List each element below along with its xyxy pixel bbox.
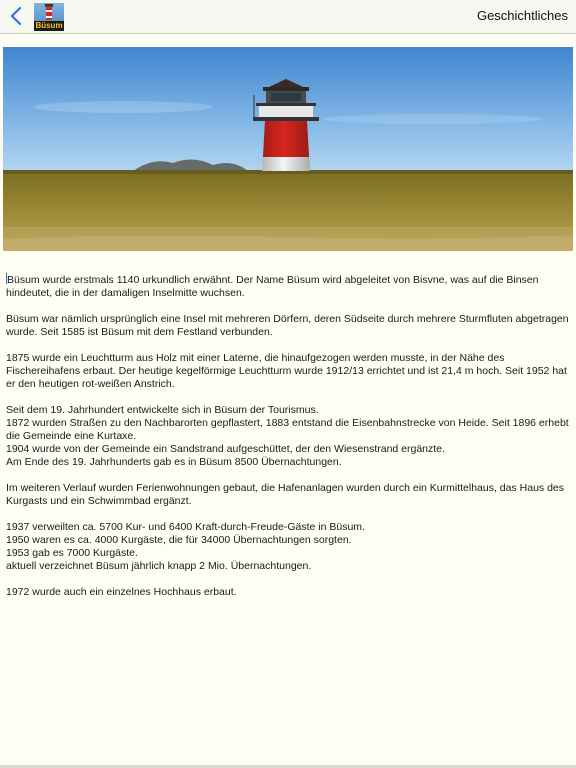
- app-logo: [34, 3, 64, 31]
- page-title: Geschichtliches: [476, 8, 568, 23]
- paragraph: 1937 verweilten ca. 5700 Kur- und 6400 Kraft-durch-Freude-Gäste in Büsum. 1950 waren es ca. 4000 Kurgäste, die für 34000 Übernachtungen sorgten. 1953 gab es 7000 Kurgäste. aktuell verzeichnet Büsum jährlich knapp 2 Mio. Übernachtungen.: [6, 521, 365, 572]
- paragraph: 1972 wurde auch ein einzelnes Hochhaus erbaut.: [6, 586, 237, 598]
- paragraph: 1875 wurde ein Leuchtturm aus Holz mit einer Laterne, die hinaufgezogen werden musste, in der Nähe des Fischereihafens erbaut. Der heutige kegelförmige Leuchtturm wurde 1912/13 errichtet und ist 21,4 m hoch. Seit 1952 hat er den heutigen rot-weißen Anstrich.: [6, 352, 567, 390]
- paragraph: Büsum war nämlich ursprünglich eine Insel mit mehreren Dörfern, deren Südseite durch mehrere Sturmfluten abgetragen wurde. Seit 1585 ist Büsum mit dem Festland verbunden.: [6, 313, 569, 338]
- history-text[interactable]: [6, 273, 572, 612]
- paragraph: Seit dem 19. Jahrhundert entwickelte sich in Büsum der Tourismus. 1872 wurden Straßen zu den Nachbarorten gepflastert, 1883 entstand die Eisenbahnstrecke von Heide. Seit 1896 erhebt die Gemeinde eine Kurtaxe. 1904 wurde von der Gemeinde ein Sandstrand aufgeschüttet, der den Wiesenstrand ergänzte. Am Ende des 19. Jahrhunderts gab es in Büsum 8500 Übernachtungen.: [6, 404, 569, 468]
- chevron-left-icon: [10, 7, 22, 25]
- app-logo-label: Büsum: [35, 21, 63, 30]
- back-button[interactable]: [4, 3, 28, 29]
- paragraph: Büsum wurde erstmals 1140 urkundlich erwähnt. Der Name Büsum wird abgeleitet von Bisvne, was auf die Binsen hindeutet, die in der damaligen Inselmitte wuchsen.: [6, 274, 539, 299]
- hero-image: [3, 47, 573, 251]
- navigation-bar: [0, 0, 576, 34]
- lighthouse-photo: [3, 47, 573, 251]
- paragraph: Im weiteren Verlauf wurden Ferienwohnungen gebaut, die Hafenanlagen wurden durch ein Kurmittelhaus, das Haus des Kurgasts und ein Schwimmbad ergänzt.: [6, 482, 565, 507]
